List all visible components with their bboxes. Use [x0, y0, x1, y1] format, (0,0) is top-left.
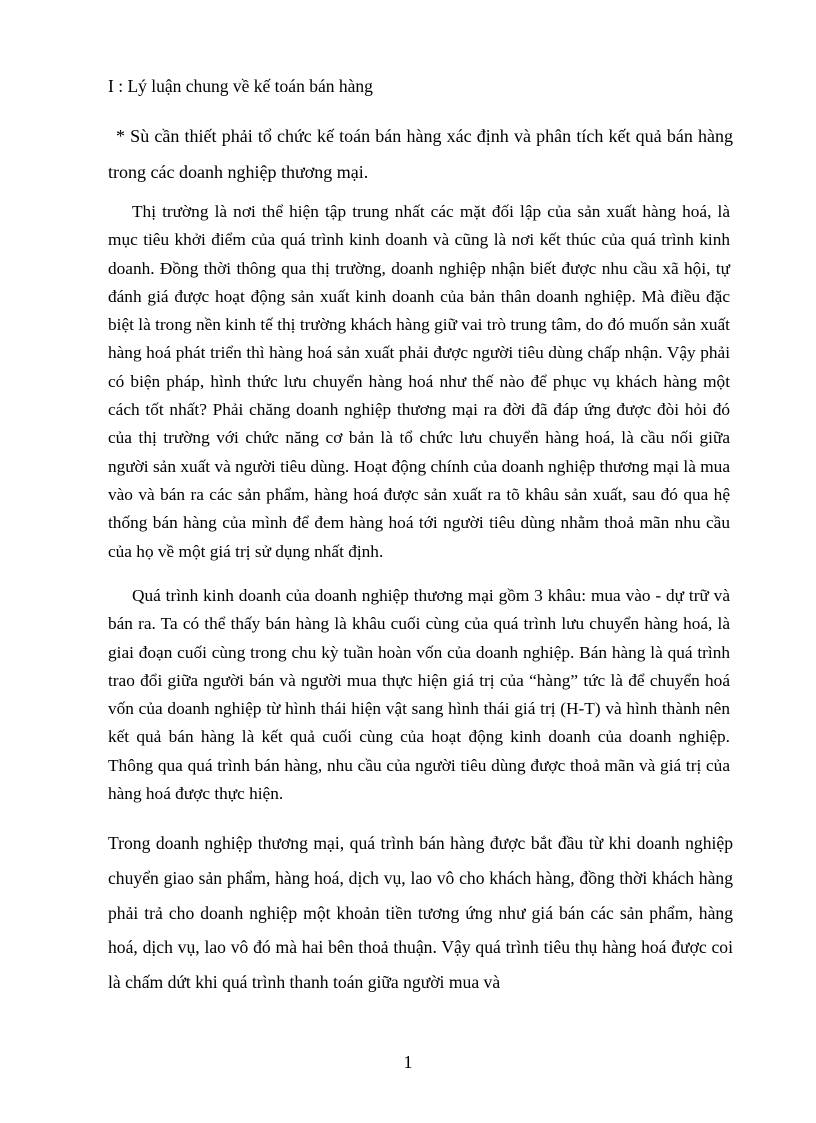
section-heading: I : Lý luận chung về kế toán bán hàng — [108, 76, 373, 96]
page-number: 1 — [403, 1052, 413, 1072]
paragraph-market: Thị trường là nơi thể hiện tập trung nhất các mặt đối lập của sản xuất hàng hoá, là mục tiêu khởi điểm của quá trình kinh doanh và cũng là nơi kết thúc của quá trình kinh doanh. Đồng thời thông qua thị trường, doanh nghiệp nhận biết được nhu cầu xã hội, tự đánh giá được hoạt động sản xuất kinh doanh của bản thân doanh nghiệp. Mà điều đặc biệt là trong nền kinh tế thị trường khách hàng giữ vai trò trung tâm, do đó muốn sản xuất hàng hoá phát triển thì hàng hoá sản xuất phải được người tiêu dùng chấp nhận. Vậy phải có biện pháp, hình thức lưu chuyển hàng hoá như thế nào để phục vụ khách hàng một cách tốt nhất? Phải chăng doanh nghiệp thương mại ra đời đã đáp ứng được đòi hỏi đó của thị trường với chức năng cơ bản là tổ chức lưu chuyển hàng hoá, là cầu nối giữa người sản xuất và người tiêu dùng. Hoạt động chính của doanh nghiệp thương mại là mua vào và bán ra các sản phẩm, hàng hoá được sản xuất ra tõ khâu sản xuất, sau đó qua hệ thống bán hàng của mình để đem hàng hoá tới người tiêu dùng nhằm thoả mãn nhu cầu của họ về một giá trị sử dụng nhất định. — [108, 202, 730, 561]
paragraph-sales-process: Trong doanh nghiệp thương mại, quá trình bán hàng được bắt đầu từ khi doanh nghiệp chuyển giao sản phẩm, hàng hoá, dịch vụ, lao vô cho khách hàng, đồng thời khách hàng phải trả cho doanh nghiệp một khoản tiền tương ứng như giá bán các sản phẩm, hàng hoá, dịch vụ, lao vô đó mà hai bên thoả thuận. Vậy quá trình tiêu thụ hàng hoá được coi là chấm dứt khi quá trình thanh toán giữa người mua và — [108, 833, 733, 993]
paragraph-business-process: Quá trình kinh doanh của doanh nghiệp thương mại gồm 3 khâu: mua vào - dự trữ và bán ra. Ta có thể thấy bán hàng là khâu cuối cùng của quá trình lưu chuyển hàng hoá, là giai đoạn cuối cùng trong chu kỳ tuần hoàn vốn của doanh nghiệp. Bán hàng là quá trình trao đổi giữa người bán và người mua thực hiện giá trị của “hàng” tức là để chuyển hoá vốn của doanh nghiệp từ hình thái hiện vật sang hình thái giá trị (H-T) và hình thành nên kết quả bán hàng là kết quả cuối cùng của hoạt động kinh doanh của doanh nghiệp. Thông qua quá trình bán hàng, nhu cầu của người tiêu dùng được thoả mãn và giá trị của hàng hoá được thực hiện. — [108, 586, 730, 804]
section-subheading: * Sù cần thiết phải tổ chức kế toán bán hàng xác định và phân tích kết quả bán hàng trong các doanh nghiệp thương mại. — [108, 126, 733, 182]
